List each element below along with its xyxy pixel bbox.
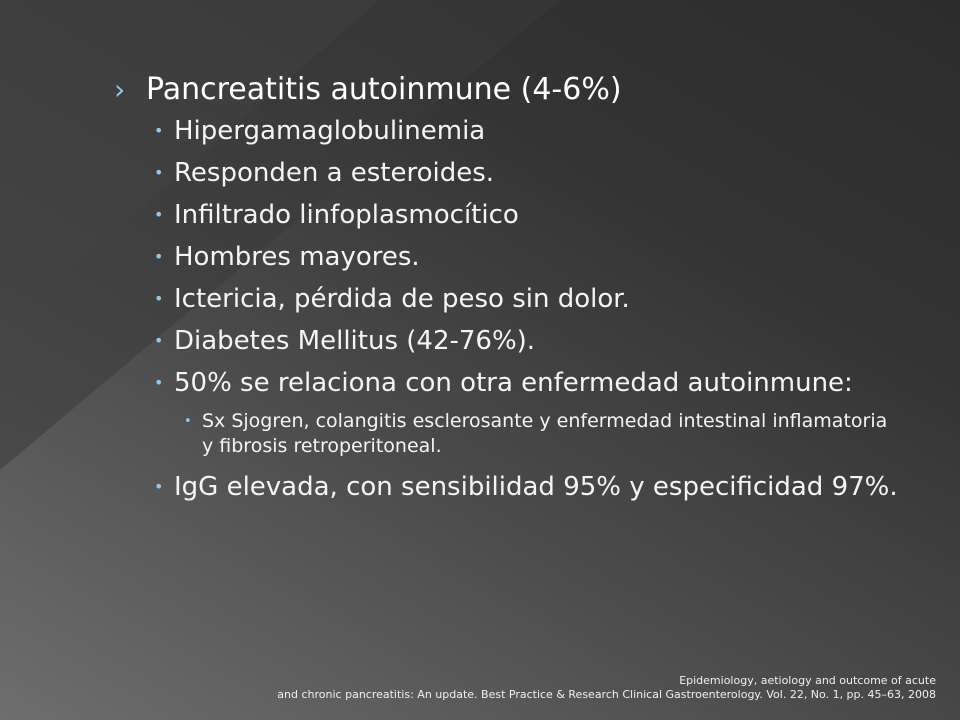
list-item-text: 50% se relaciona con otra enfermedad autoinmune:: [174, 368, 853, 398]
list-item: [112, 157, 902, 189]
list-item: [112, 471, 902, 503]
dot-bullet-icon: •: [154, 331, 164, 350]
chevron-bullet-icon: ›: [114, 73, 126, 106]
dot-bullet-icon: •: [154, 289, 164, 308]
list-item-text: Hipergamaglobulinemia: [174, 116, 486, 146]
slide-heading: [112, 70, 902, 110]
list-item: [112, 367, 902, 399]
list-item-text: Hombres mayores.: [174, 242, 420, 272]
list-item-text: Ictericia, pérdida de peso sin dolor.: [174, 284, 630, 314]
list-item: [112, 241, 902, 273]
list-item-text: Responden a esteroides.: [174, 158, 495, 188]
heading-text: Pancreatitis autoinmune (4-6%): [146, 72, 622, 107]
dot-bullet-icon: •: [154, 477, 164, 496]
list-item: [112, 325, 902, 357]
list-item-text: Diabetes Mellitus (42-76%).: [174, 326, 536, 356]
list-item: [112, 283, 902, 315]
dot-bullet-icon: •: [154, 163, 164, 182]
sub-list-item: [112, 409, 902, 459]
citation-line: Epidemiology, aetiology and outcome of acute: [679, 674, 936, 687]
sub-list-item-text: Sx Sjogren, colangitis esclerosante y enfermedad intestinal inflamatoria y fibrosis retroperitoneal.: [202, 410, 888, 457]
dot-bullet-icon: •: [154, 373, 164, 392]
list-item: [112, 115, 902, 147]
dot-bullet-icon: •: [154, 121, 164, 140]
dot-bullet-icon: •: [154, 247, 164, 266]
list-item: [112, 199, 902, 231]
dot-bullet-icon: •: [184, 414, 192, 429]
list-item-text: IgG elevada, con sensibilidad 95% y especificidad 97%.: [174, 472, 898, 502]
citation-line: and chronic pancreatitis: An update. Best Practice & Research Clinical Gastroenterology. Vol. 22, No. 1, pp. 45–63, 2008: [277, 688, 936, 701]
citation: [277, 674, 936, 702]
slide-content: [112, 70, 902, 513]
list-item-text: Infiltrado linfoplasmocítico: [174, 200, 519, 230]
dot-bullet-icon: •: [154, 205, 164, 224]
